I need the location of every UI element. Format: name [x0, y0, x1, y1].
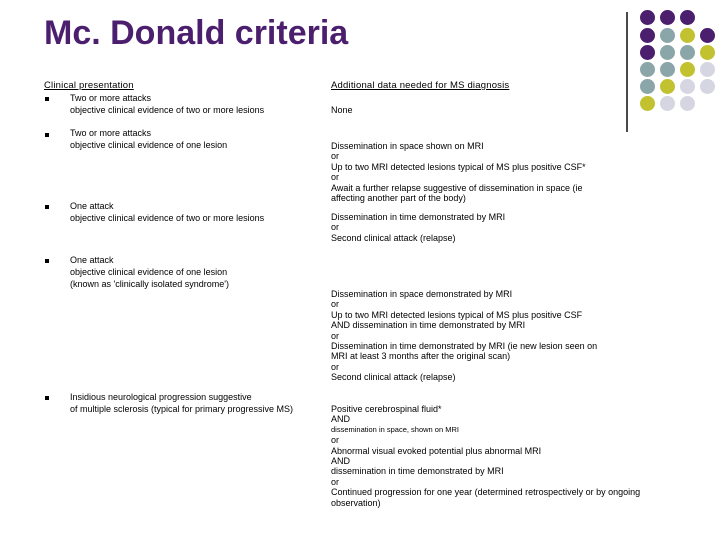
requirement-line: or	[331, 361, 340, 372]
decorative-dot	[640, 10, 655, 25]
header-clinical-presentation: Clinical presentation	[44, 80, 134, 91]
requirement-line: or	[331, 476, 340, 487]
presentation-line: One attack	[70, 255, 114, 265]
divider-line	[626, 12, 628, 132]
requirement-line: or	[331, 299, 340, 310]
presentation-line: objective clinical evidence of two or more lesions	[70, 105, 265, 115]
decorative-dot	[680, 28, 695, 43]
requirement-line: affecting another part of the body)	[331, 193, 466, 204]
presentation-line: of multiple sclerosis (typical for primary progressive MS)	[70, 404, 294, 414]
presentation-item	[70, 254, 229, 290]
decorative-dot	[640, 96, 655, 111]
requirement-line: Dissemination in space shown on MRI	[331, 141, 484, 151]
bullet-icon	[45, 396, 49, 400]
presentation-line: Two or more attacks	[70, 128, 152, 138]
requirement-line: AND	[331, 456, 351, 467]
requirement-line: Abnormal visual evoked potential plus abnormal MRI	[331, 445, 542, 456]
requirement-block	[331, 105, 353, 115]
decorative-dot	[680, 62, 695, 77]
requirement-line: observation)	[331, 497, 381, 508]
decorative-dot	[660, 10, 675, 25]
presentation-line: objective clinical evidence of one lesion	[70, 267, 228, 277]
requirement-line: AND	[331, 414, 351, 425]
requirement-line: Dissemination in time demonstrated by MRI	[331, 212, 506, 222]
presentation-item	[70, 92, 264, 116]
decorative-dot	[640, 45, 655, 60]
presentation-item	[70, 391, 293, 415]
decorative-dot	[680, 96, 695, 111]
decorative-dot	[640, 28, 655, 43]
decorative-dot	[700, 45, 715, 60]
bullet-icon	[45, 133, 49, 137]
requirement-block	[331, 141, 586, 203]
decorative-dot	[660, 28, 675, 43]
bullet-icon	[45, 205, 49, 209]
requirement-line: Await a further relapse suggestive of dissemination in space (ie	[331, 182, 583, 193]
decorative-dot	[700, 79, 715, 94]
presentation-item	[70, 127, 227, 151]
decorative-dot	[700, 62, 715, 77]
presentation-line: One attack	[70, 201, 114, 211]
requirement-line: or	[331, 222, 340, 233]
requirement-line: dissemination in time demonstrated by MRI	[331, 466, 504, 477]
requirement-line: None	[331, 105, 353, 115]
header-additional-data: Additional data needed for MS diagnosis	[331, 80, 510, 91]
requirement-line: Positive cerebrospinal fluid*	[331, 404, 442, 414]
requirement-line: Second clinical attack (relapse)	[331, 372, 456, 383]
decorative-dot	[640, 62, 655, 77]
decorative-dot	[660, 79, 675, 94]
presentation-line: objective clinical evidence of one lesion	[70, 140, 228, 150]
requirement-line: AND dissemination in time demonstrated by MRI	[331, 320, 526, 331]
requirement-block	[331, 212, 505, 243]
requirement-line: Second clinical attack (relapse)	[331, 232, 456, 243]
bullet-icon	[45, 259, 49, 263]
requirement-line: Up to two MRI detected lesions typical of MS plus positive CSF*	[331, 161, 586, 172]
requirement-block	[331, 289, 597, 383]
presentation-line: Insidious neurological progression suggestive	[70, 392, 252, 402]
presentation-line: (known as 'clinically isolated syndrome')	[70, 279, 229, 289]
presentation-line: Two or more attacks	[70, 93, 152, 103]
presentation-line: objective clinical evidence of two or more lesions	[70, 213, 265, 223]
requirement-line: Up to two MRI detected lesions typical of MS plus positive CSF	[331, 309, 583, 320]
requirement-block	[331, 404, 640, 508]
decorative-dot	[640, 79, 655, 94]
page-title: Mc. Donald criteria	[44, 14, 349, 52]
requirement-line: Continued progression for one year (determined retrospectively or by ongoing	[331, 487, 641, 498]
requirement-line: dissemination in space, shown on MRI	[331, 424, 459, 434]
requirement-line: or	[331, 151, 340, 162]
bullet-icon	[45, 97, 49, 101]
requirement-line: Dissemination in space demonstrated by MRI	[331, 289, 513, 299]
requirement-line: or	[331, 172, 340, 183]
requirement-line: MRI at least 3 months after the original scan)	[331, 351, 511, 362]
requirement-line: Dissemination in time demonstrated by MRI (ie new lesion seen on	[331, 341, 598, 352]
decorative-dot	[660, 62, 675, 77]
decorative-dot	[700, 28, 715, 43]
decorative-dot	[660, 96, 675, 111]
decorative-dot	[680, 10, 695, 25]
requirement-line: or	[331, 330, 340, 341]
decorative-dot	[680, 45, 695, 60]
decorative-dot	[660, 45, 675, 60]
decorative-dot	[680, 79, 695, 94]
requirement-line: or	[331, 435, 340, 446]
presentation-item	[70, 200, 264, 224]
